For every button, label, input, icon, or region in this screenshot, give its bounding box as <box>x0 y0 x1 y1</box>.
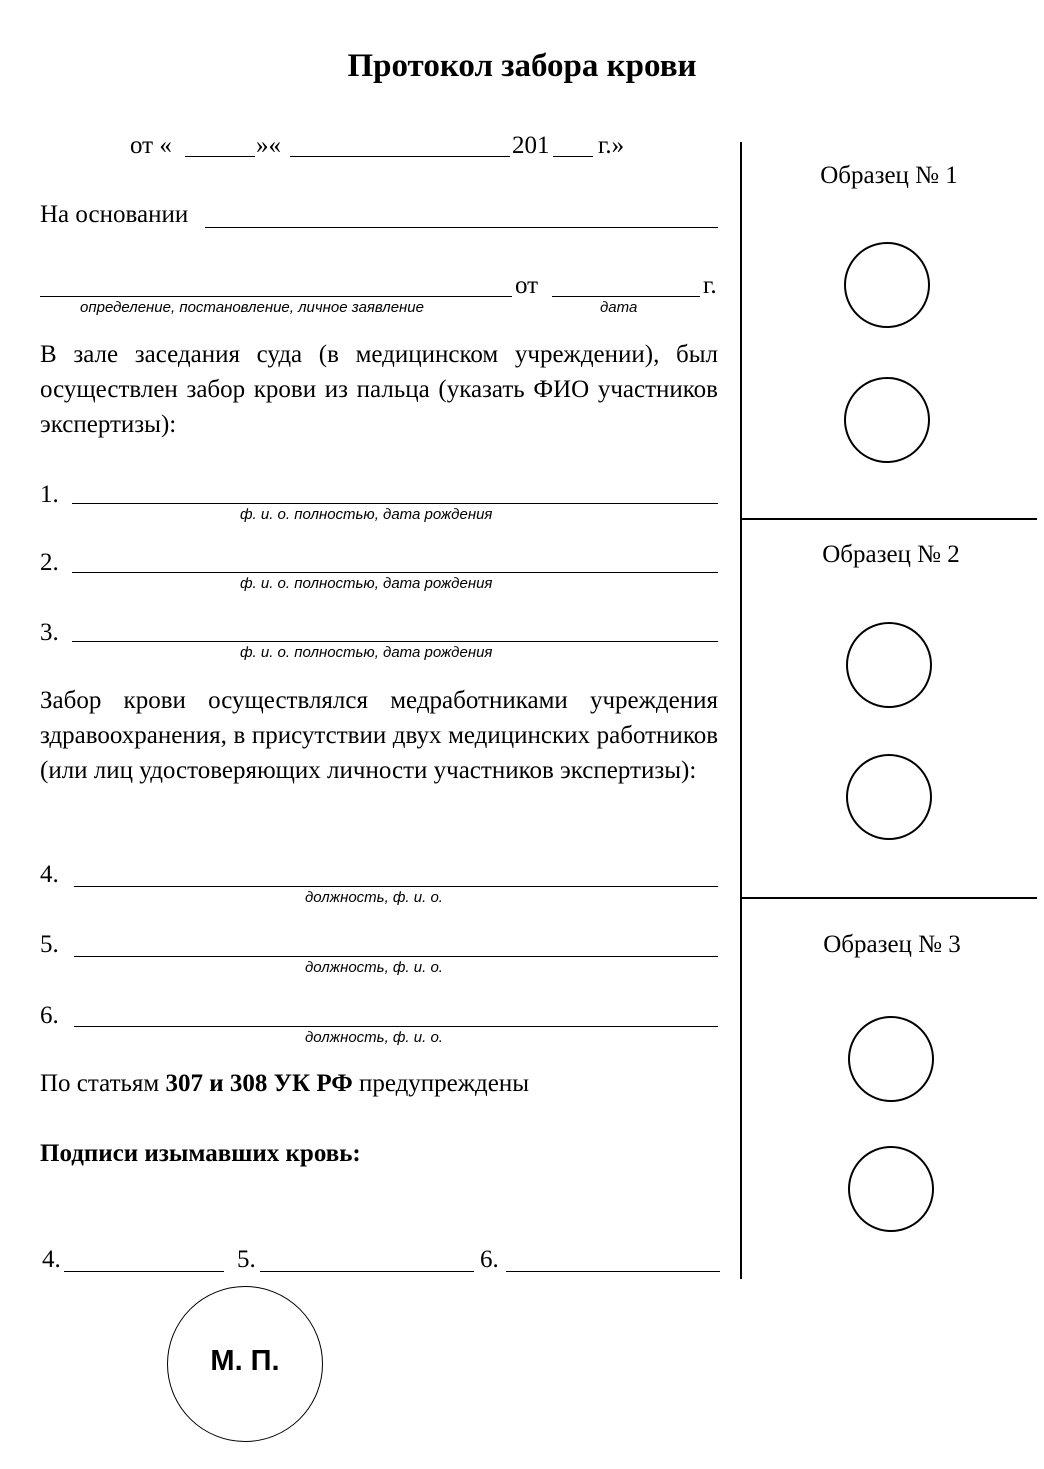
date-day-field[interactable] <box>185 156 255 157</box>
basis-year-suffix: г. <box>703 272 717 299</box>
sample-1-label: Образец № 1 <box>820 162 958 189</box>
sample-2-spot-a <box>846 622 932 708</box>
witness-6-number: 6. <box>40 1002 59 1029</box>
witness-5-number: 5. <box>40 931 59 958</box>
witness-5-field[interactable] <box>74 956 718 957</box>
witness-6-caption: должность, ф. и. о. <box>305 1029 443 1046</box>
criminal-code-warning <box>40 1066 529 1101</box>
witness-4-number: 4. <box>40 861 59 888</box>
warning-and: и <box>202 1070 230 1097</box>
sample-separator-1 <box>741 518 1037 520</box>
article-307: 307 <box>165 1070 203 1097</box>
basis-document-field[interactable] <box>40 296 512 297</box>
article-308: 308 УК РФ <box>229 1070 353 1097</box>
participant-3-caption: ф. и. о. полностью, дата рождения <box>240 644 493 661</box>
signature-5-number: 5. <box>237 1246 256 1273</box>
participant-3-field[interactable] <box>72 641 718 642</box>
signature-5-field[interactable] <box>260 1271 474 1272</box>
stamp-label: М. П. <box>210 1345 280 1377</box>
participant-1-caption: ф. и. о. полностью, дата рождения <box>240 506 493 523</box>
sample-2-spot-b <box>846 754 932 840</box>
witness-6-field[interactable] <box>74 1026 718 1027</box>
date-year-field[interactable] <box>553 156 593 157</box>
participant-2-caption: ф. и. о. полностью, дата рождения <box>240 575 493 592</box>
sample-3-spot-b <box>848 1146 934 1232</box>
participant-1-number: 1. <box>40 481 59 508</box>
signatures-heading: Подписи изымавших кровь: <box>40 1140 361 1167</box>
witness-5-caption: должность, ф. и. о. <box>305 959 443 976</box>
warning-suffix: предупреждены <box>352 1070 530 1097</box>
paragraph-blood-sampling: В зале заседания суда (в медицинском учреждении), был осуществлен забор крови из пальца (указать ФИО участников экспертизы): <box>40 341 718 438</box>
signature-4-number: 4. <box>42 1246 61 1273</box>
paragraph-medical-workers: Забор крови осуществлялся медработниками учреждения здравоохранения, в присутствии двух медицинских работников (или лиц удостоверяющих личности участников экспертизы): <box>40 687 718 784</box>
participant-1-field[interactable] <box>72 503 718 504</box>
participant-2-number: 2. <box>40 549 59 576</box>
participant-3-number: 3. <box>40 619 59 646</box>
basis-document-caption: определение, постановление, личное заявление <box>80 299 424 316</box>
date-prefix: от « <box>130 132 172 159</box>
signature-6-field[interactable] <box>506 1271 720 1272</box>
sample-1-spot-a <box>844 242 930 328</box>
signature-4-field[interactable] <box>64 1271 224 1272</box>
sample-separator-2 <box>741 897 1037 899</box>
witness-4-caption: должность, ф. и. о. <box>305 889 443 906</box>
sample-3-spot-a <box>848 1016 934 1102</box>
basis-from-label: от <box>515 272 539 299</box>
date-month-field[interactable] <box>290 156 510 157</box>
sample-2-label: Образец № 2 <box>822 541 960 568</box>
date-year-prefix: 201 <box>512 132 550 159</box>
warning-prefix: По статьям <box>40 1070 166 1097</box>
sample-3-label: Образец № 3 <box>823 931 961 958</box>
basis-field[interactable] <box>205 227 718 228</box>
sample-column-divider <box>740 142 742 1279</box>
date-suffix: г.» <box>598 132 625 159</box>
witness-4-field[interactable] <box>74 886 718 887</box>
sample-1-spot-b <box>844 377 930 463</box>
signature-6-number: 6. <box>480 1246 499 1273</box>
date-mid: »« <box>256 132 281 159</box>
basis-date-field[interactable] <box>552 296 700 297</box>
page-title: Протокол забора крови <box>347 48 697 84</box>
basis-date-caption: дата <box>600 299 638 316</box>
basis-label: На основании <box>40 201 189 228</box>
participant-2-field[interactable] <box>72 572 718 573</box>
